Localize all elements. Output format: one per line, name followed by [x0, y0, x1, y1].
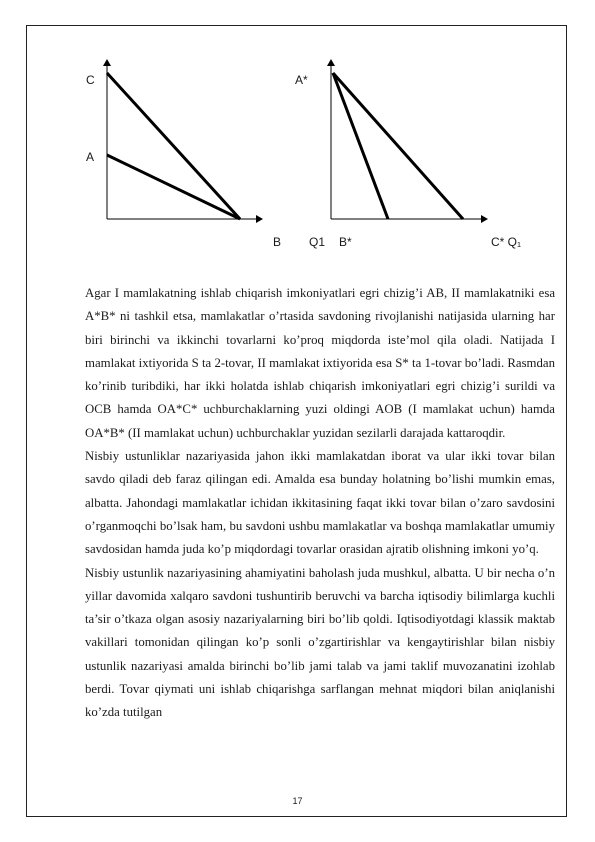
- label-C: C: [86, 73, 95, 87]
- label-A: A: [86, 150, 95, 164]
- paragraph: Agar I mamlakatning ishlab chiqarish imkoniyatlari egri chizig’i AB, II mamlakatniki esa A*B* ni tashkil etsa, mamlakatlar o’rtasida savdoning rivojlanishi natijasida ularning har biri birinchi va ikkinchi tovarlarni ko’proq miqdorda iste’mol qila oladi. Natijada I mamlakat ixtiyorida S ta 2-tovar, II mamlakat ixtiyorida esa S* ta 1-tovar bo’ladi. Rasmdan ko’rinib turibdiki, har ikki holatda ishlab chiqarish imkoniyatlari egri chizig’i surildi va OCB hamda OA*C* uchburchaklarning yuzi oldingi AOB (I mamlakat uchun) hamda OA*B* (II mamlakat uchun) uchburchaklar yuzidan sezilarli darajada kattaroqdir.: [85, 286, 555, 440]
- paragraph: Nisbiy ustunliklar nazariyasida jahon ikki mamlakatdan iborat va ular ikki tovar bilan savdo qiladi deb faraz qilingan edi. Amalda esa bunday holatning bo’lishi mumkin emas, albatta. Jahondagi mamlakatlar ichidan ikkitasining faqat ikki tovar bilan o’zaro savdosini o’rganmoqchi bo’lsak ham, bu savdoni ushbu mamlakatlar va boshqa mamlakatlar umumiy savdosidan hamda juda ko’p miqdordagi tovarlar orasidan ajratib olishning imkoni yo’q.: [85, 449, 555, 557]
- paragraph: Nisbiy ustunlik nazariyasining ahamiyatini baholash juda mushkul, albatta. U bir necha o’n yillar davomida xalqaro savdoni tushuntirib beruvchi va barcha iqtisodiy bilimlarga kuchli ta’sir o’tkaza olgan asosiy nazariyalarning biri bo’lib qoldi. Iqtisodiyotdagi klassik maktab vakillari tomonidan qilingan ko’p sonli o’zgartirishlar va kengaytirishlar bilan nisbiy ustunlik nazariyasi amalda birinchi bo’lib jami talab va jami taklif muvozanatini izohlab berdi. Tovar qiymati uni ishlab chiqarishga sarflangan mehnat miqdori bilan aniqlanishi ko’zda tutilgan: [85, 565, 555, 720]
- label-B-star: B*: [339, 235, 352, 249]
- production-possibility-figure: [0, 0, 595, 260]
- label-A-star: A*: [295, 73, 308, 87]
- curve-AB: [107, 155, 240, 219]
- label-B: B: [273, 235, 282, 249]
- body-text: [85, 282, 555, 725]
- curve-CB: [107, 73, 240, 219]
- curve-AstarCstar: [333, 73, 463, 219]
- curve-AstarBstar: [333, 73, 388, 219]
- label-C-star-Q1: C* Q₁: [491, 235, 522, 249]
- label-Q1: Q1: [309, 235, 326, 249]
- page-number: 17: [292, 796, 303, 806]
